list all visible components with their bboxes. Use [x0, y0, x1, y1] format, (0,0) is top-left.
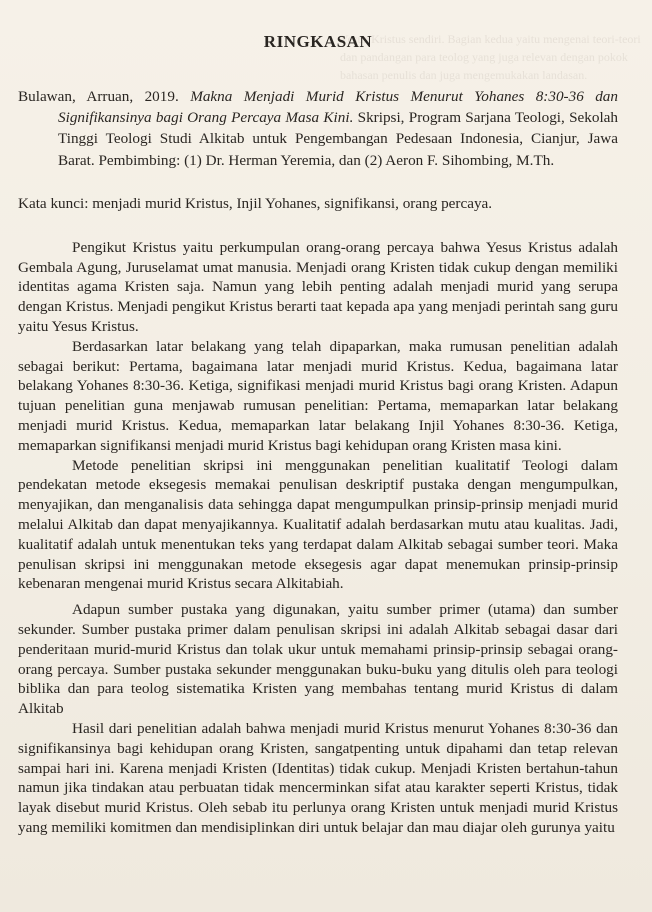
bleed-through-text: Yesus Kristus sendiri. Bagian kedua yaitu mengenai teori-teori dan pandangan para teolog yang juga relevan dengan pokok bahasan penulis dan juga mengemukakan landasan.: [340, 32, 641, 82]
paragraph-results: Hasil dari penelitian adalah bahwa menjadi murid Kristus menurut Yohanes 8:30-36 dan signifikansinya bagi kehidupan orang Kristen, sangatpenting untuk dipahami dan tetap relevan sampai hari ini. Karena menjadi Kristen (Identitas) tidak cukup. Menjadi Kristen bertahun-tahun namun jika tindakan atau perbuatan tidak mencerminkan sifat atau karakter seperti Kristus, tidak layak disebut murid Kristus. Oleh sebab itu perlunya orang Kristen untuk menjadi murid Kristus yang memiliki komitmen dan mendisiplinkan diri untuk belajar dan mau diajar oleh gurunya yaitu: [18, 719, 618, 836]
abstract-content: [18, 32, 618, 838]
keywords: Kata kunci: menjadi murid Kristus, Injil Yohanes, signifikansi, orang percaya.: [18, 194, 493, 212]
paragraph-background: Pengikut Kristus yaitu perkumpulan orang-orang percaya bahwa Yesus Kristus adalah Gembala Agung, Juruselamat umat manusia. Menjadi orang Kristen tidak cukup dengan memiliki identitas agama Kristen saja. Namun yang lebih penting adalah menjadi murid yang serupa dengan Kristus. Menjadi pengikut Kristus berarti taat kepada apa yang menjadi perintah sang guru yaitu Yesus Kristus.: [18, 238, 618, 335]
citation: [18, 86, 618, 171]
citation-authors-year: Bulawan, Arruan, 2019.: [18, 88, 179, 105]
paragraph-sources: Adapun sumber pustaka yang digunakan, yaitu sumber primer (utama) dan sumber sekunder. Sumber pustaka primer dalam penulisan skripsi ini adalah Alkitab sebagai dasar dari penderitaan murid-murid Kristus dan tolak ukur untuk memahami prinsip-prinsip sebagai orang-orang percaya. Sumber pustaka sekunder menggunakan buku-buku yang ditulis oleh para teologi biblika dan para teolog sistematika Kristen yang membahas tentang murid Kristus di dalam Alkitab: [18, 601, 618, 718]
citation-details: Skripsi, Program Sarjana Teologi, Sekolah Tinggi Teologi Studi Alkitab untuk Pengembangan Pedesaan Indonesia, Cianjur, Jawa Barat. Pembimbing: (1) Dr. Herman Yeremia, dan (2) Aeron F. Sihombing, M.Th.: [58, 109, 619, 169]
paragraph-research-questions: Berdasarkan latar belakang yang telah dipaparkan, maka rumusan penelitian adalah sebagai berikut: Pertama, bagaimana latar menjadi murid Kristus. Kedua, bagaimana latar belakang Yohanes 8:30-36. Ketiga, signifikasi menjadi murid Kristus bagi orang Kristen. Adapun tujuan penelitian guna menjawab rumusan penelitian: Pertama, memaparkan latar belakang menjadi murid Kristus. Kedua, memaparkan latar belakang Injil Yohanes 8:30-36. Ketiga, memaparkan signifikansi menjadi murid Kristus bagi kehidupan orang Kristen masa kini.: [18, 337, 618, 454]
paragraph-method: Metode penelitian skripsi ini menggunakan penelitian kualitatif Teologi dalam pendekatan metode eksegesis memakai penulisan deskriptif pustaka dengan mengumpulkan, menyajikan, dan menganalisis data sehingga dapat mengumpulkan prinsip-prinsip menjadi murid melalui Alkitab dan dapat menyajikannya. Kualitatif adalah berdasarkan mutu atau kualitas. Jadi, kualitatif adalah untuk menentukan teks yang terdapat dalam Alkitab sebagai sumber teori. Maka penulisan skripsi ini menggunakan metode eksegesis agar dapat menemukan prinsip-prinsip kebenaran mengenai murid Kristus secara Alkitabiah.: [18, 456, 618, 593]
page-title: RINGKASAN: [263, 32, 373, 51]
citation-thesis-title: Makna Menjadi Murid Kristus Menurut Yohanes 8:30-36 dan Signifikansinya bagi Orang Percaya Masa Kini.: [58, 88, 618, 127]
